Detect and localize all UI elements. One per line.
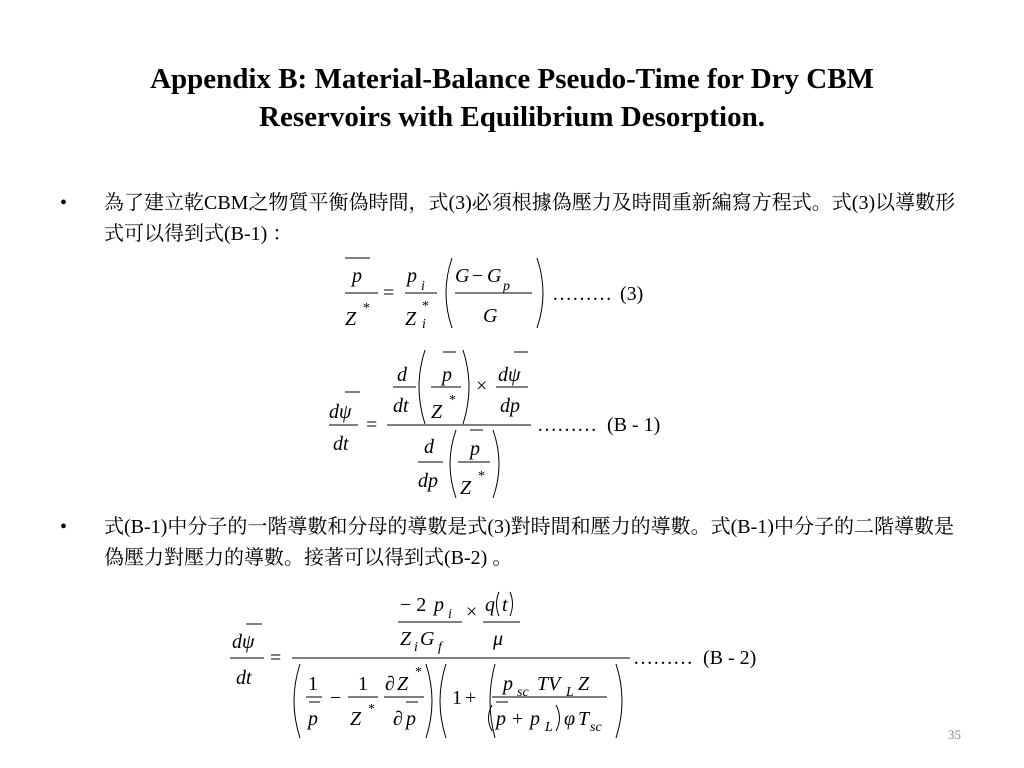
svg-text:Z: Z xyxy=(400,628,412,650)
svg-text:Z: Z xyxy=(397,673,409,695)
svg-text:G: G xyxy=(455,265,470,287)
svg-text:t: t xyxy=(502,594,508,616)
svg-text:1: 1 xyxy=(358,673,368,695)
svg-text:dψ: dψ xyxy=(232,631,255,653)
svg-text:L: L xyxy=(545,720,553,735)
svg-text:=: = xyxy=(366,414,378,436)
svg-text:(B - 1): (B - 1) xyxy=(607,414,661,436)
title-line-1: Appendix B: Material-Balance Pseudo-Time for Dry CBM xyxy=(150,63,874,95)
svg-text:sc: sc xyxy=(590,720,602,735)
bullet-text: 式(B-1)中分子的一階導數和分母的導數是式(3)對時間和壓力的導數。式(B-1)中分子的二階導數是偽壓力對壓力的導數。接著可以得到式(B-2) 。 xyxy=(104,516,954,569)
svg-text:G: G xyxy=(420,628,435,650)
svg-text:p: p xyxy=(442,364,452,386)
svg-text:+: + xyxy=(512,708,524,730)
svg-text:p: p xyxy=(406,708,416,730)
svg-text:*: * xyxy=(449,393,456,408)
svg-text:∂: ∂ xyxy=(393,708,403,730)
svg-text:………: ……… xyxy=(552,283,612,305)
svg-text:Z: Z xyxy=(578,673,590,695)
svg-text:μ: μ xyxy=(493,628,504,650)
svg-text:p: p xyxy=(470,438,480,460)
svg-text:i: i xyxy=(414,640,418,655)
bullet-marker: • xyxy=(60,192,68,214)
svg-text:*: * xyxy=(415,665,422,680)
svg-text:i: i xyxy=(421,279,425,294)
svg-text:G: G xyxy=(487,265,502,287)
svg-text:………: ……… xyxy=(633,647,693,669)
svg-text:q: q xyxy=(485,594,495,616)
svg-text:T: T xyxy=(578,708,590,730)
svg-text:dp: dp xyxy=(500,395,520,417)
svg-text:Z: Z xyxy=(405,308,417,330)
svg-text:=: = xyxy=(270,647,282,669)
svg-text:*: * xyxy=(368,702,375,717)
equation-b1 xyxy=(320,345,690,500)
svg-text:*: * xyxy=(363,301,370,316)
svg-text:f: f xyxy=(438,640,442,655)
svg-text:1: 1 xyxy=(452,687,462,709)
svg-text:p: p xyxy=(530,708,540,730)
svg-text:Z: Z xyxy=(345,308,357,330)
svg-text:TV: TV xyxy=(537,673,561,695)
svg-text:dt: dt xyxy=(236,667,252,689)
svg-text:………: ……… xyxy=(537,414,597,436)
svg-text:i: i xyxy=(448,607,452,622)
svg-text:dt: dt xyxy=(393,395,409,417)
svg-text:φ: φ xyxy=(564,708,576,730)
svg-text:i: i xyxy=(422,317,426,332)
svg-text:p: p xyxy=(434,594,444,616)
svg-text:p: p xyxy=(503,279,510,294)
svg-text:d: d xyxy=(424,436,434,458)
svg-text:G: G xyxy=(483,305,498,327)
svg-text:Z: Z xyxy=(431,401,443,423)
svg-text:1: 1 xyxy=(308,673,318,695)
svg-text:dψ: dψ xyxy=(498,364,521,386)
svg-text:−: − xyxy=(330,687,342,709)
svg-text:Z: Z xyxy=(460,477,472,499)
svg-text:p: p xyxy=(496,708,506,730)
equation-3 xyxy=(330,250,690,340)
svg-text:dt: dt xyxy=(333,433,349,455)
svg-text:×: × xyxy=(476,375,488,397)
title-line-2: Reservoirs with Equilibrium Desorption. xyxy=(259,101,765,133)
svg-text:p: p xyxy=(352,265,362,287)
svg-text:−: − xyxy=(472,265,484,287)
slide-title xyxy=(40,60,984,136)
page-number: 35 xyxy=(948,727,961,742)
svg-text:p: p xyxy=(503,673,513,695)
svg-text:*: * xyxy=(422,299,429,314)
bullet-text: 為了建立乾CBM之物質平衡偽時間，式(3)必須根據偽壓力及時間重新編寫方程式。式(3)以導數形式可以得到式(B-1) ： xyxy=(104,192,956,245)
svg-text:∂: ∂ xyxy=(385,673,395,695)
svg-text:*: * xyxy=(478,469,485,484)
bullet-marker: • xyxy=(60,516,68,538)
svg-text:dp: dp xyxy=(418,470,438,492)
svg-text:=: = xyxy=(383,282,395,304)
svg-text:(3): (3) xyxy=(620,283,644,305)
svg-text:+: + xyxy=(465,687,477,709)
svg-text:sc: sc xyxy=(517,685,529,700)
equation-b2 xyxy=(225,585,785,745)
svg-text:d: d xyxy=(397,364,407,386)
svg-text:p: p xyxy=(407,265,417,287)
svg-text:(B - 2): (B - 2) xyxy=(703,647,757,669)
svg-text:Z: Z xyxy=(350,708,362,730)
svg-text:dψ: dψ xyxy=(329,401,352,423)
svg-text:×: × xyxy=(466,601,478,623)
svg-text:− 2: − 2 xyxy=(400,594,427,616)
svg-text:L: L xyxy=(566,685,574,700)
svg-text:p: p xyxy=(308,708,318,730)
